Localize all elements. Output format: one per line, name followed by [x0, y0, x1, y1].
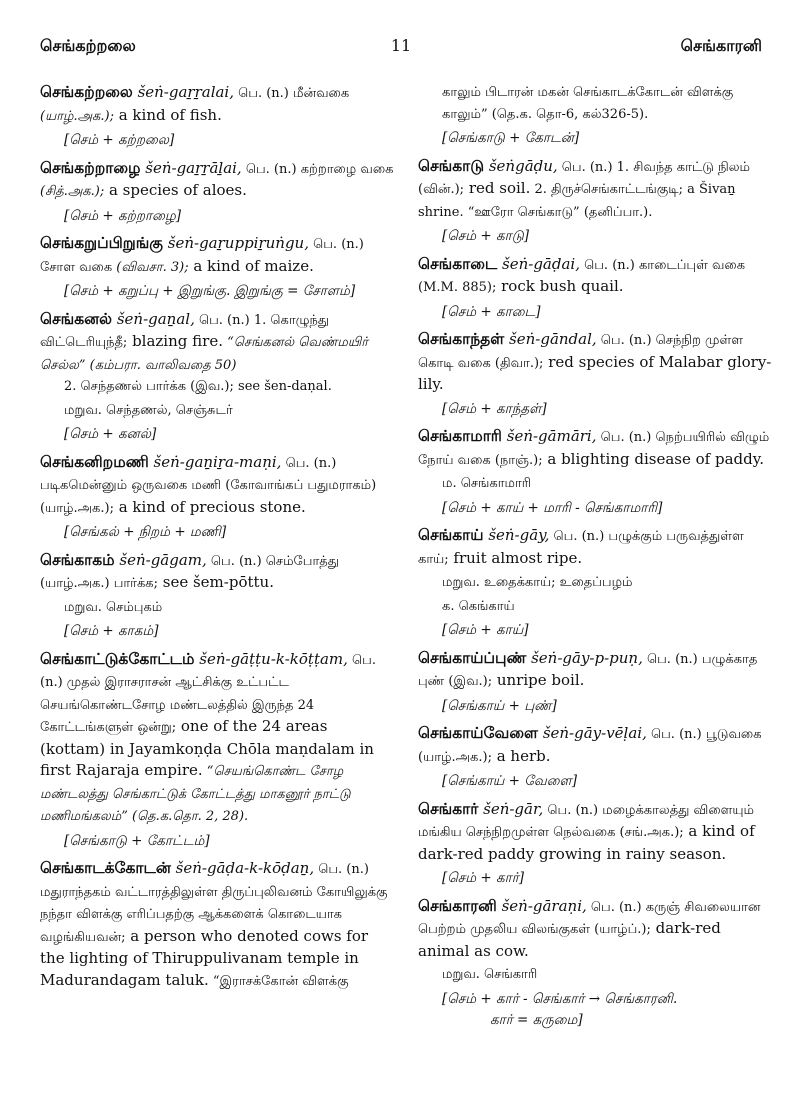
source: (யாழ்.அக.);: [40, 108, 114, 124]
headword: செங்கற்றாழை: [40, 158, 141, 177]
dictionary-entry: [40, 158, 395, 228]
meaning-english: one of the 24 areas (kottam) in Jayamkoṇḍa Chōla maṇdalam in first Rajaraja empire.: [40, 717, 374, 779]
dictionary-entry: [418, 525, 773, 642]
meaning-english: a person who denoted cows for the lighting of Thiruppulivanam temple in Madurandagam taluk.: [40, 926, 369, 989]
meaning-english: a kind of maize.: [188, 256, 314, 275]
meaning-tamil: மதுராந்தகம் வட்டாரத்திலுள்ள திருப்புலிவனம் கோயிலுக்கு நந்தா விளக்கு எரிப்பதற்கு ஆக்களைக் கொடையாக வழங்கியவன்;: [40, 884, 388, 945]
meaning-english: see šem-pōttu.: [157, 573, 274, 591]
headword: செங்காடை: [418, 254, 498, 273]
derivation: [செம் + காடு]: [442, 228, 530, 244]
pos: பெ. (n.): [543, 802, 603, 818]
cognate: ம. செங்காமாரி: [442, 476, 532, 491]
transliteration: šeṅ-gāndal,: [509, 330, 597, 348]
running-head-left: செங்கற்றலை: [40, 36, 136, 55]
headword: செங்காட்டுக்கோட்டம்: [40, 649, 195, 668]
dictionary-entry: [40, 550, 395, 643]
cognate: க. கெங்காய்: [442, 598, 515, 614]
right-column: [418, 82, 773, 1038]
headword: செங்கனல்: [40, 309, 113, 328]
quotation: “செங்கனல் வெண்மயிர் செல்ல” (கம்பரா. வாலிவதை 50): [40, 335, 368, 373]
meaning-tamil: மீன்வகை: [293, 86, 350, 101]
transliteration: šeṅgāḍu,: [488, 156, 558, 175]
meaning-tamil: 1. சிவந்த காட்டு நிலம் (வின்.);: [418, 159, 750, 197]
pos: பெ. (n.): [557, 159, 617, 175]
dictionary-entry: [418, 156, 773, 248]
headword: செங்காய்: [418, 526, 484, 544]
dictionary-entry: [40, 858, 395, 992]
derivation: [செம் + காகம்]: [64, 623, 159, 639]
dictionary-entry: [418, 799, 773, 890]
meaning-english: fruit almost ripe.: [448, 548, 583, 567]
derivation: [செம் + கறுப்பு + இறுங்கு. இறுங்கு = சோளம்]: [64, 283, 356, 299]
transliteration: šeṅ-gāy,: [488, 526, 550, 544]
dictionary-entry: [40, 233, 395, 303]
transliteration: šeṅ-gaṟṟalai,: [137, 83, 235, 101]
meaning-english: red species of Malabar glory-lily.: [418, 352, 772, 393]
source: (சித்.அக.);: [40, 184, 105, 199]
meaning-english: a herb.: [491, 746, 551, 765]
pos: பெ. (n.): [646, 727, 706, 742]
pos: பெ. (n.): [206, 553, 266, 569]
transliteration: šeṅ-gāṭṭu-k-kōṭṭam,: [199, 649, 348, 668]
left-column: [40, 82, 395, 998]
meaning-tamil: பழுக்கும் பருவத்துள்ள காய்;: [418, 529, 744, 567]
meaning-tamil: சோள வகை: [40, 259, 113, 275]
headword: செங்காந்தள்: [418, 330, 505, 348]
dictionary-entry: [40, 649, 395, 853]
synonyms: மறுவ. உதைக்காய்; உதைப்பழம்: [442, 575, 633, 590]
meaning-tamil: நெற்பயிரில் விழும் நோய் வகை (நாஞ்.);: [418, 430, 770, 468]
derivation: [செம் + கற்றாழை]: [64, 207, 181, 224]
meaning-english: a species of aloes.: [104, 181, 247, 199]
dictionary-entry: [418, 254, 773, 324]
transliteration: šeṅ-gār,: [483, 799, 544, 818]
sense-2: 2. செந்தணல் பார்க்க (இவ.); see šen-daṇal.: [64, 379, 332, 394]
headword: செங்கார்: [418, 799, 479, 818]
dictionary-entry: [40, 82, 395, 152]
pos: பெ. (n.): [281, 455, 337, 471]
transliteration: šeṅ-gāy-vēḷai,: [542, 724, 647, 742]
pos: பெ. (n.): [596, 333, 656, 348]
meaning-tamil: படிகமென்னும் ஒருவகை மணி (கோவாங்கப் பதுமராகம்) (யாழ்.அக.);: [40, 478, 377, 516]
headword: செங்கற்றலை: [40, 83, 133, 101]
pos: பெ. (n.): [234, 86, 293, 101]
derivation: [செங்கல் + நிறம் + மணி]: [64, 524, 227, 540]
derivation: [செம் + கார் - செங்கார் → செங்காரனி.: [442, 990, 678, 1007]
dictionary-entry: [40, 309, 395, 446]
synonyms: மறுவ. செம்புகம்: [64, 599, 163, 615]
pos: பெ. (n.): [241, 161, 301, 177]
pos: பெ. (n.): [194, 312, 254, 328]
transliteration: šeṅ-gaṟuppiṟuṅgu,: [167, 234, 309, 252]
transliteration: šeṅ-gāmāri,: [506, 427, 597, 445]
pos: பெ. (n.): [314, 862, 369, 877]
derivation-continued: கார் = கருமை]: [490, 1012, 583, 1028]
pos: பெ. (n.): [642, 651, 702, 667]
derivation: [செம் + காய் + மாரி - செங்காமாரி]: [442, 499, 663, 516]
meaning-tamil: செந்நிற முள்ள கொடி வகை (திவா.);: [418, 333, 743, 371]
headword: செங்காய்ப்புண்: [418, 648, 527, 667]
dictionary-entry: [418, 329, 773, 420]
dictionary-entry: [418, 426, 773, 519]
meaning-tamil: செம்போத்து (யாழ்.அக.) பார்க்க;: [40, 553, 339, 591]
transliteration: šeṅ-gaṉiṟa-maṇi,: [153, 452, 282, 471]
derivation: [செம் + காந்தள்]: [442, 400, 547, 417]
derivation: [செம் + கற்றலை]: [64, 132, 175, 148]
headword: செங்காடக்கோடன்: [40, 859, 171, 877]
meaning-tamil: பழுக்காத புண் (இவ.);: [418, 651, 758, 689]
dictionary-entry: [418, 648, 773, 718]
pos: பெ. (n.): [580, 257, 639, 273]
page-number: 11: [390, 36, 412, 55]
quotation: “இராசக்கோன் விளக்கு: [208, 973, 349, 989]
meaning-english: a blighting disease of paddy.: [542, 449, 764, 468]
pos: பெ. (n.): [549, 529, 609, 544]
page-header: [40, 36, 762, 64]
meaning-english: blazing fire.: [127, 332, 223, 350]
transliteration: šeṅ-gāgam,: [119, 550, 207, 569]
meaning-english: red soil.: [464, 179, 531, 197]
dictionary-entry: [418, 723, 773, 793]
meaning-english: unripe boil.: [492, 671, 585, 689]
derivation: [செங்காய் + வேளை]: [442, 773, 577, 789]
transliteration: šeṅ-gāy-p-puṇ,: [531, 648, 643, 667]
transliteration: šeṅ-gaṟṟāḻai,: [145, 158, 242, 177]
derivation: [செங்காடு + கோட்டம்]: [64, 832, 210, 849]
meaning-tamil: பூடுவகை (யாழ்.அக.);: [418, 727, 762, 765]
headword: செங்காகம்: [40, 550, 115, 569]
running-head-right: செங்காரனி: [680, 36, 762, 55]
meaning-english: dark-red animal as cow.: [418, 919, 721, 960]
meaning-english: a kind of fish.: [113, 105, 222, 124]
transliteration: šeṅ-gāḍai,: [502, 254, 580, 273]
headword: செங்காய்வேளை: [418, 724, 539, 742]
derivation: [செம் + கனல்]: [64, 426, 157, 442]
derivation: [செம் + காடை]: [442, 303, 541, 320]
meaning-english: a kind of precious stone.: [113, 497, 306, 516]
headword: செங்காரனி: [418, 896, 497, 915]
derivation: [செங்காடு + கோடன்]: [442, 130, 580, 146]
meaning-tamil: மழைக்காலத்து விளையும் மங்கிய செந்நிறமுள்ள நெல்வகை (சங்.அக.);: [418, 802, 754, 840]
pos: பெ. (n.): [309, 237, 364, 252]
synonyms: மறுவ. செங்காரி: [442, 967, 538, 982]
derivation: [செம் + கார்]: [442, 870, 525, 886]
continuation: காலும் பிடாரன் மகன் செங்காடக்கோடன் விளக்கு காலும்” (தெ.க. தொ-6, கல்326-5).: [442, 85, 734, 122]
dictionary-entry: [40, 452, 395, 544]
meaning-tamil: காடைப்புள் வகை (M.M. 885);: [418, 257, 746, 295]
dictionary-entry-continued: [418, 82, 773, 150]
headword: செங்காடு: [418, 156, 485, 175]
sense-2: 2. திருச்செங்காட்டங்குடி; a Šivaṉ shrine. “ஊரோ செங்காடு” (தனிப்பா.).: [418, 182, 736, 220]
meaning-english: rock bush quail.: [496, 277, 624, 295]
meaning-tamil: கருஞ் சிவலையான பெற்றம் முதலிய விலங்குகள் (யாழ்ப்.);: [418, 899, 761, 937]
synonyms: மறுவ. செந்தணல், செஞ்சுடர்: [64, 402, 233, 418]
headword: செங்கறுப்பிறுங்கு: [40, 234, 163, 252]
meaning-tamil: 1. கொழுந்து விட்டெரியுந்தீ;: [40, 312, 330, 350]
source: (விவசா. 3);: [112, 259, 189, 275]
transliteration: šeṅ-gāḍa-k-kōḍaṉ,: [175, 859, 315, 877]
dictionary-entry: [418, 896, 773, 1032]
derivation: [செம் + காய்]: [442, 622, 529, 638]
pos: பெ. (n.): [586, 899, 646, 915]
pos: பெ. (n.): [40, 652, 376, 690]
headword: செங்கனிறமணி: [40, 452, 149, 471]
meaning-english: a kind of dark-red paddy growing in rainy season.: [418, 822, 755, 863]
meaning-tamil: கற்றாழை வகை: [300, 161, 394, 177]
transliteration: šeṅ-gaṉal,: [116, 309, 195, 328]
pos: பெ. (n.): [596, 430, 656, 445]
transliteration: šeṅ-gāraṇi,: [501, 896, 587, 915]
quotation: “செயங்கொண்ட சோழ மண்டலத்து செங்காட்டுக் கோட்டத்து மாகனூர் நாட்டு மணிமங்கலம்” (தெ.க.தொ. 2, 28).: [40, 764, 351, 824]
meaning-tamil: முதல் இராசராசன் ஆட்சிக்கு உட்பட்ட செயங்கொண்டசோழ மண்டலத்தில் இருந்த 24 கோட்டங்களுள் ஒன்று;: [40, 675, 315, 735]
derivation: [செங்காய் + புண்]: [442, 697, 557, 714]
headword: செங்காமாரி: [418, 427, 502, 445]
